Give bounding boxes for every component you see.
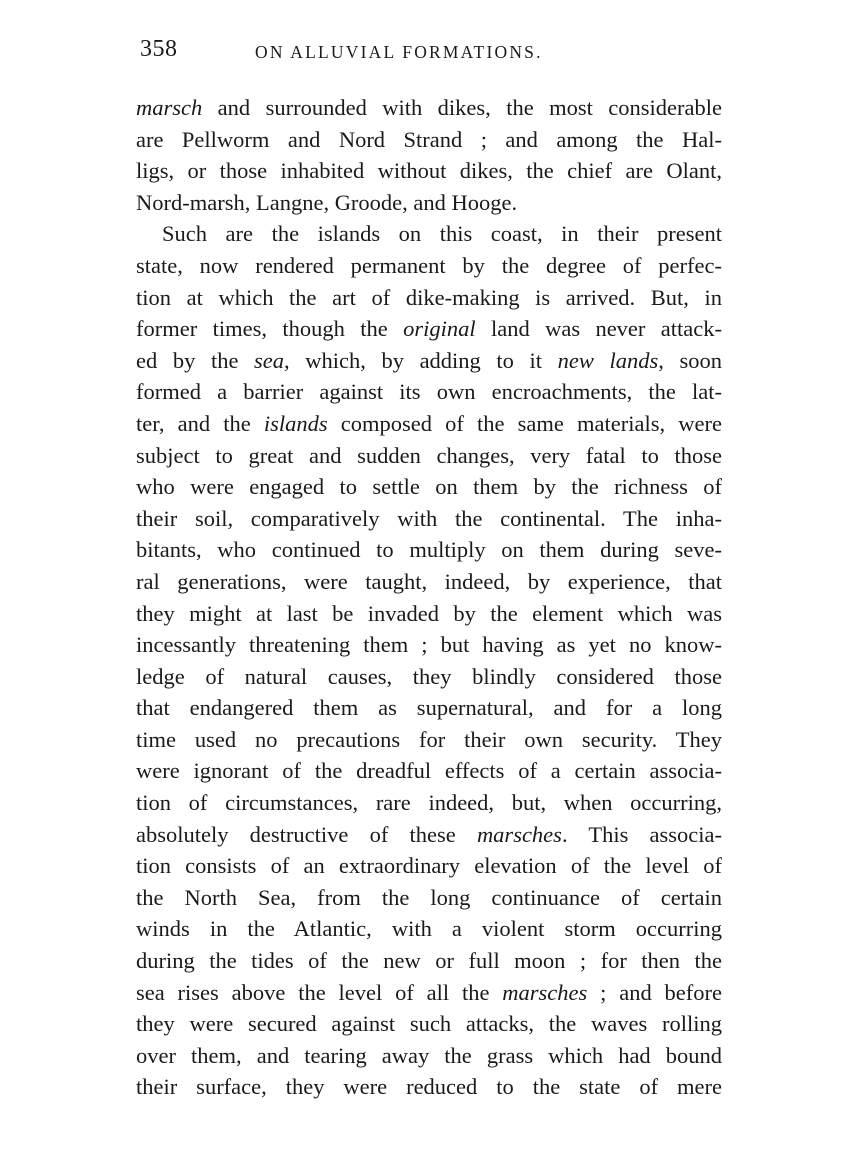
italic-text: marsches bbox=[476, 821, 562, 847]
page-header bbox=[140, 36, 720, 70]
text-segment: were ignorant of the dreadful effects of a certain associa- bbox=[136, 758, 722, 784]
text-line bbox=[136, 534, 722, 566]
text-line bbox=[136, 187, 722, 219]
text-line bbox=[136, 124, 722, 156]
text-segment: composed of the same materials, were bbox=[327, 410, 722, 436]
text-line bbox=[136, 977, 722, 1009]
text-segment: sea rises above the level of all the bbox=[136, 979, 503, 1005]
running-head: ON ALLUVIAL FORMATIONS. bbox=[255, 42, 543, 62]
text-line bbox=[136, 155, 722, 187]
text-segment: time used no precautions for their own security. They bbox=[136, 726, 722, 752]
text-segment: tion at which the art of dike-making is arrived. But, in bbox=[136, 284, 722, 310]
text-segment: Such are the islands on this coast, in their present bbox=[162, 221, 722, 247]
text-line bbox=[136, 313, 722, 345]
italic-text: marsches bbox=[502, 979, 588, 1005]
text-segment: bitants, who continued to multiply on them during seve- bbox=[136, 537, 722, 563]
text-line bbox=[136, 471, 722, 503]
text-segment: ledge of natural causes, they blindly considered those bbox=[136, 663, 722, 689]
text-line bbox=[136, 250, 722, 282]
text-segment: former times, though the bbox=[136, 316, 404, 342]
text-line bbox=[136, 92, 722, 124]
text-line bbox=[136, 376, 722, 408]
text-segment: . This associa- bbox=[561, 821, 723, 847]
text-segment: state, now rendered permanent by the degree of perfec- bbox=[136, 252, 722, 278]
text-line bbox=[136, 408, 722, 440]
text-line bbox=[136, 1040, 722, 1072]
text-line bbox=[136, 882, 722, 914]
text-segment: Nord-marsh, Langne, Groode, and Hooge. bbox=[136, 189, 518, 215]
text-segment: the North Sea, from the long continuance of certain bbox=[136, 884, 722, 910]
italic-text: new lands bbox=[557, 347, 659, 373]
text-line bbox=[136, 724, 722, 756]
text-segment: formed a barrier against its own encroachments, the lat- bbox=[136, 379, 722, 405]
text-line bbox=[136, 566, 722, 598]
text-line bbox=[136, 913, 722, 945]
text-line bbox=[136, 850, 722, 882]
text-segment: , which, by adding to it bbox=[284, 347, 558, 373]
text-line bbox=[136, 282, 722, 314]
text-segment: winds in the Atlantic, with a violent storm occurring bbox=[136, 916, 722, 942]
italic-text: marsch bbox=[136, 95, 203, 120]
text-segment: ; and before bbox=[587, 979, 722, 1005]
text-line bbox=[136, 1008, 722, 1040]
text-line bbox=[136, 661, 722, 693]
text-segment: and surrounded with dikes, the most considerable bbox=[202, 95, 722, 120]
text-segment: their soil, comparatively with the continental. The inha- bbox=[136, 505, 722, 531]
text-line bbox=[136, 1071, 722, 1103]
text-segment: that endangered them as supernatural, and for a long bbox=[136, 695, 722, 721]
text-line bbox=[136, 598, 722, 630]
text-line bbox=[136, 503, 722, 535]
text-line bbox=[136, 755, 722, 787]
text-segment: ter, and the bbox=[136, 410, 264, 436]
text-line bbox=[136, 819, 722, 851]
text-segment: , soon bbox=[658, 347, 722, 373]
text-segment: absolutely destructive of these bbox=[136, 821, 477, 847]
text-segment: their surface, they were reduced to the state of mere bbox=[136, 1074, 722, 1100]
text-segment: tion of circumstances, rare indeed, but, when occurring, bbox=[136, 790, 722, 816]
page-number: 358 bbox=[140, 36, 178, 62]
text-segment: ral generations, were taught, indeed, by experience, that bbox=[136, 568, 722, 594]
text-line bbox=[136, 218, 722, 250]
text-line bbox=[136, 945, 722, 977]
text-segment: ligs, or those inhabited without dikes, the chief are Olant, bbox=[136, 158, 722, 184]
text-segment: are Pellworm and Nord Strand ; and among the Hal- bbox=[136, 126, 722, 152]
text-line bbox=[136, 345, 722, 377]
text-segment: who were engaged to settle on them by the richness of bbox=[136, 474, 722, 500]
text-segment: over them, and tearing away the grass which had bound bbox=[136, 1042, 722, 1068]
italic-text: original bbox=[403, 316, 476, 342]
text-segment: land was never attack- bbox=[475, 316, 722, 342]
text-line bbox=[136, 629, 722, 661]
text-segment: ed by the bbox=[136, 347, 255, 373]
text-segment: during the tides of the new or full moon ; for then the bbox=[136, 948, 722, 974]
text-segment: incessantly threatening them ; but having as yet no know- bbox=[136, 632, 722, 658]
text-segment: tion consists of an extraordinary elevation of the level of bbox=[136, 853, 722, 879]
text-segment: they were secured against such attacks, the waves rolling bbox=[136, 1011, 722, 1037]
text-segment: they might at last be invaded by the element which was bbox=[136, 600, 722, 626]
body-text bbox=[136, 92, 722, 1103]
text-line bbox=[136, 787, 722, 819]
italic-text: sea bbox=[254, 347, 285, 373]
text-segment: subject to great and sudden changes, very fatal to those bbox=[136, 442, 722, 468]
text-line bbox=[136, 692, 722, 724]
italic-text: islands bbox=[263, 410, 328, 436]
text-line bbox=[136, 440, 722, 472]
